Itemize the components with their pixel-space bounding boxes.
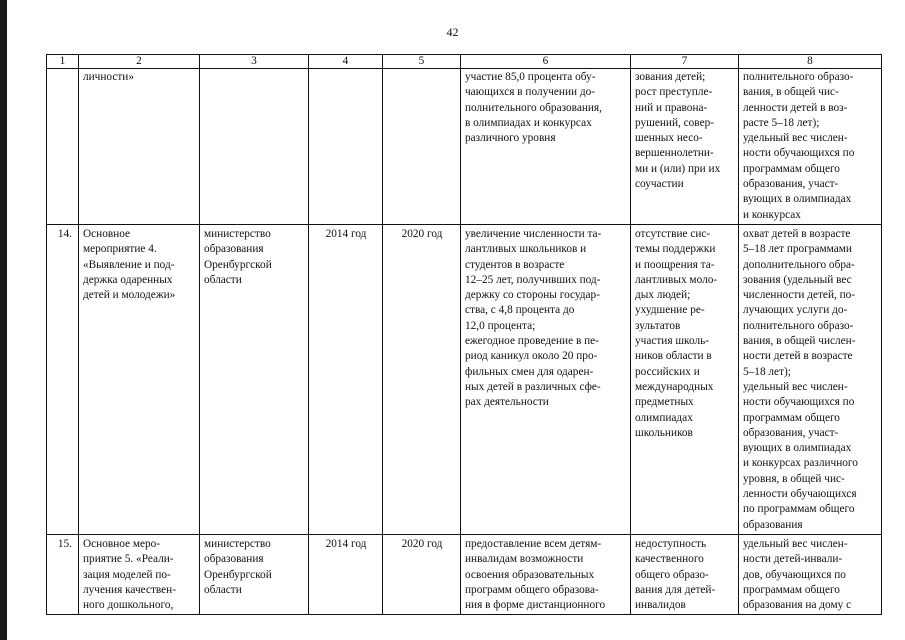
cell-text-line: ных детей в различных сфе- (465, 380, 601, 393)
cell-text-line: студентов в возрасте (465, 258, 565, 271)
cell-text-line: российских и (635, 365, 700, 378)
cell-text-line: образования, участ- (743, 426, 839, 439)
cell-text-line: приятие 5. «Реали- (83, 553, 174, 566)
start-year: 2014 год (309, 224, 383, 534)
row-number: 15. (47, 534, 79, 614)
cell-text-line: программам общего (743, 411, 840, 424)
end-year: 2020 год (383, 224, 461, 534)
cell-text-line: общего образо- (635, 568, 709, 581)
cell-text-line: и конкурсах различного (743, 457, 858, 470)
cell-text-line: программам общего (743, 583, 840, 596)
cell-text-line: фильных смен для одарен- (465, 365, 594, 378)
cell-text-line: 12,0 процента; (465, 319, 536, 332)
cell-text-line: личности» (83, 71, 134, 83)
cell-text-line: шенных несо- (635, 132, 703, 145)
cell-text-line: держку со стороны государ- (465, 289, 600, 302)
cell-text-line: образования (204, 243, 264, 256)
cell-text-line: образования, участ- (743, 178, 839, 191)
cell-text-line: и конкурсах (743, 208, 801, 221)
cell-text-line: ний и правона- (635, 101, 708, 114)
column-number: 2 (79, 55, 200, 69)
cell-text-line: образования (743, 518, 803, 531)
cell-text-line: численности детей, по- (743, 289, 856, 302)
cell-text-line: лантливых школьников и (465, 243, 587, 256)
cell-text-line: мероприятие 4. (83, 243, 157, 256)
expected-result (461, 224, 631, 534)
page-number: 42 (446, 25, 459, 39)
expected-result (461, 534, 631, 614)
row-number: 14. (47, 224, 79, 534)
cell-text-line: охват детей в возрасте (743, 227, 851, 240)
cell-text-line: и поощрения та- (635, 258, 715, 271)
cell-text-line: ния в форме дистанционного (465, 599, 606, 612)
cell-text-line: удельный вес числен- (743, 132, 848, 145)
cell-text-line: держка одаренных (83, 273, 173, 286)
column-number-row (47, 55, 882, 69)
cell-text-line: чающихся в получении до- (465, 86, 596, 99)
column-number: 4 (309, 55, 383, 69)
cell-text-line: рах деятельности (465, 396, 549, 409)
cell-text-line: вующих в олимпиадах (743, 442, 852, 455)
non-implementation-consequences (631, 534, 739, 614)
cell-text-line: программам общего (743, 162, 840, 175)
column-number: 1 (47, 55, 79, 69)
cell-text-line: увеличение численности та- (465, 227, 602, 240)
cell-text-line: расте 5–18 лет); (743, 116, 820, 129)
cell-text-line: ников области в (635, 350, 712, 363)
cell-text-line: удельный вес числен- (743, 380, 848, 393)
cell-text-line: ного дошкольного, (83, 599, 174, 612)
cell-text-line: дых людей; (635, 289, 691, 302)
cell-text-line: вания для детей- (635, 583, 716, 596)
cell-text-line: ежегодное проведение в пе- (465, 335, 599, 348)
cell-text-line: Основное (83, 227, 131, 240)
executor (200, 224, 309, 534)
cell-text-line: уровня, в общей чис- (743, 472, 845, 485)
end-year (383, 69, 461, 225)
cell-text-line: предоставление всем детям- (465, 537, 602, 550)
cell-text-line: предметных (635, 396, 694, 409)
executor (200, 534, 309, 614)
cell-text-line: ми и (или) при их (635, 162, 721, 175)
start-year (309, 69, 383, 225)
cell-text-line: школьников (635, 426, 693, 439)
page-edge-bar (0, 0, 7, 640)
table-row (47, 534, 882, 614)
cell-text-line: олимпиадах (635, 411, 693, 424)
non-implementation-consequences (631, 69, 739, 225)
cell-text-line: участие 85,0 процента обу- (465, 71, 596, 83)
cell-text-line: ности обучающихся по (743, 396, 855, 409)
measure-name (79, 69, 200, 225)
cell-text-line: инвалидов (635, 599, 686, 612)
cell-text-line: ности детей в возрасте (743, 350, 853, 363)
cell-text-line: инвалидам возможности (465, 553, 584, 566)
cell-text-line: зования детей; (635, 71, 706, 83)
executor (200, 69, 309, 225)
cell-text-line: зования (удельный вес (743, 273, 852, 286)
cell-text-line: 12–25 лет, получивших под- (465, 273, 601, 286)
cell-text-line: недоступность (635, 537, 707, 550)
cell-text-line: участия школь- (635, 335, 710, 348)
cell-text-line: зультатов (635, 319, 681, 332)
cell-text-line: в олимпиадах и конкурсах (465, 116, 592, 129)
cell-text-line: области (204, 583, 242, 596)
cell-text-line: лучения качествен- (83, 583, 176, 596)
non-implementation-consequences (631, 224, 739, 534)
cell-text-line: 5–18 лет); (743, 365, 791, 378)
program-measures-table (46, 54, 882, 615)
cell-text-line: лантливых моло- (635, 273, 718, 286)
cell-text-line: ства, с 4,8 процента до (465, 304, 575, 317)
cell-text-line: качественного (635, 553, 704, 566)
cell-text-line: вующих в олимпиадах (743, 193, 852, 206)
cell-text-line: области (204, 273, 242, 286)
cell-text-line: вершеннолетни- (635, 147, 714, 160)
column-number: 5 (383, 55, 461, 69)
cell-text-line: министерство (204, 537, 271, 550)
row-number (47, 69, 79, 225)
cell-text-line: Оренбургской (204, 568, 272, 581)
cell-text-line: лучающих услуги до- (743, 304, 848, 317)
cell-text-line: вания, в общей чис- (743, 86, 839, 99)
cell-text-line: ности детей-инвали- (743, 553, 843, 566)
measure-name (79, 534, 200, 614)
column-number: 3 (200, 55, 309, 69)
cell-text-line: зация моделей по- (83, 568, 171, 581)
cell-text-line: полнительного образования, (465, 101, 602, 114)
cell-text-line: дополнительного обра- (743, 258, 855, 271)
expected-result (461, 69, 631, 225)
cell-text-line: международных (635, 380, 714, 393)
measure-name (79, 224, 200, 534)
cell-text-line: Основное меро- (83, 537, 161, 550)
cell-text-line: различного уровня (465, 132, 556, 145)
cell-text-line: «Выявление и под- (83, 258, 175, 271)
cell-text-line: удельный вес числен- (743, 537, 848, 550)
cell-text-line: полнительного образо- (743, 319, 854, 332)
cell-text-line: 5–18 лет программами (743, 243, 852, 256)
cell-text-line: вания, в общей числен- (743, 335, 856, 348)
cell-text-line: рост преступле- (635, 86, 713, 99)
table-row (47, 224, 882, 534)
cell-text-line: отсутствие сис- (635, 227, 711, 240)
column-number: 8 (739, 55, 882, 69)
cell-text-line: темы поддержки (635, 243, 716, 256)
cell-text-line: дов, обучающихся по (743, 568, 846, 581)
start-year: 2014 год (309, 534, 383, 614)
table-row (47, 69, 882, 225)
cell-text-line: риод каникул около 20 про- (465, 350, 598, 363)
cell-text-line: Оренбургской (204, 258, 272, 271)
cell-text-line: программ общего образова- (465, 583, 599, 596)
cell-text-line: полнительного образо- (743, 71, 854, 83)
end-year: 2020 год (383, 534, 461, 614)
cell-text-line: ности обучающихся по (743, 147, 855, 160)
related-indicators (739, 69, 882, 225)
cell-text-line: образования (204, 553, 264, 566)
cell-text-line: ленности детей в воз- (743, 101, 848, 114)
column-number: 7 (631, 55, 739, 69)
cell-text-line: по программам общего (743, 503, 855, 516)
cell-text-line: освоения образовательных (465, 568, 595, 581)
cell-text-line: ленности обучающихся (743, 488, 857, 501)
cell-text-line: образования на дому с (743, 599, 852, 612)
cell-text-line: министерство (204, 227, 271, 240)
cell-text-line: ухудшение ре- (635, 304, 705, 317)
column-number: 6 (461, 55, 631, 69)
cell-text-line: соучастии (635, 178, 684, 191)
cell-text-line: рушений, совер- (635, 116, 715, 129)
cell-text-line: детей и молодежи» (83, 289, 176, 302)
related-indicators (739, 224, 882, 534)
related-indicators (739, 534, 882, 614)
